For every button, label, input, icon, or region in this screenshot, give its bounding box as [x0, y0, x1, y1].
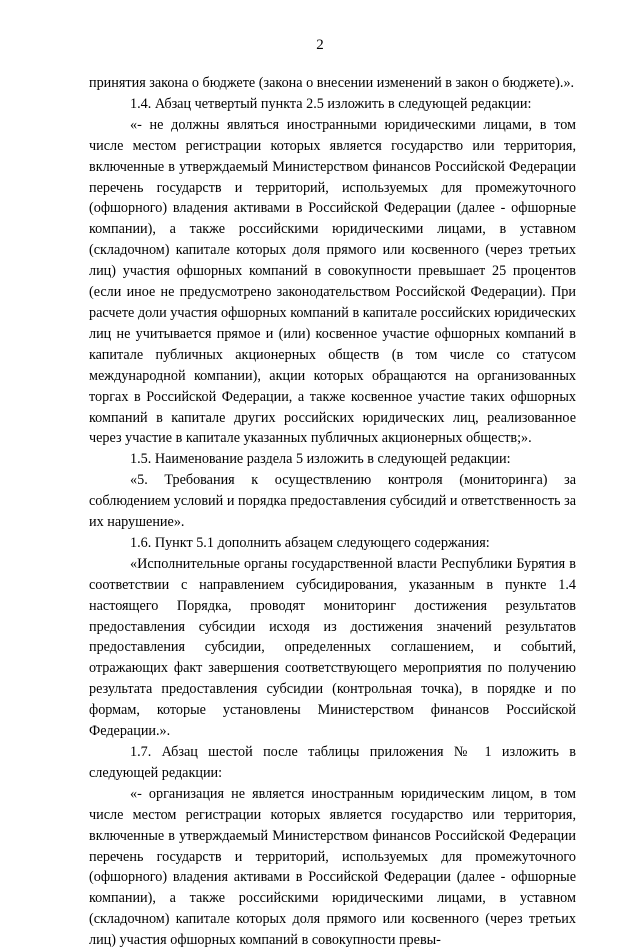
paragraph-quote-offshore: «- не должны являться иностранными юридическими лицами, в том числе местом регистрации которых является государство или территория, включенные в утверждаемый Министерством финансов Российской Федерации перечень государств и территорий, используемых для промежуточного (офшорного) владения активами в Российской Федерации (далее - офшорные компании), а также российскими юридическими лицами, в уставном (складочном) капитале которых доля прямого или косвенного (через третьих лиц) участия офшорных компаний в совокупности превышает 25 процентов (если иное не предусмотрено законодательством Российской Федерации). При расчете доли участия офшорных компаний в капитале российских юридических лиц не учитывается прямое и (или) косвенное участие офшорных компаний в капитале публичных акционерных обществ (в том числе со статусом международной компании), акции которых обращаются на организованных торгах в Российской Федерации, а также косвенное участие таких офшорных компаний в капитале других российских юридических лиц, реализованное через участие в капитале указанных публичных акционерных обществ;». [89, 116, 576, 447]
page-number: 2 [316, 37, 324, 53]
paragraph-item-1-7: 1.7. Абзац шестой после таблицы приложения № 1 изложить в следующей редакции: [89, 744, 576, 781]
paragraph-item-1-6: 1.6. Пункт 5.1 дополнить абзацем следующего содержания: [130, 534, 490, 551]
paragraph-quote-section-5: «5. Требования к осуществлению контроля (мониторинга) за соблюдением условий и порядка предоставления субсидий и ответственность за их нарушение». [89, 472, 576, 531]
document-body [89, 73, 576, 951]
paragraph-quote-organization: «- организация не является иностранным юридическим лицом, в том числе местом регистрации которых является государство или территория, включенные в утверждаемый Министерством финансов Российской Федерации перечень государств и территорий, используемых для промежуточного (офшорного) владения активами в Российской Федерации (далее - офшорные компании), а также российскими юридическими лицами, в уставном (складочном) капитале которых доля прямого или косвенного (через третьих лиц) участия офшорных компаний в совокупности превы- [89, 785, 576, 949]
paragraph-continuation: принятия закона о бюджете (закона о внесении изменений в закон о бюджете).». [89, 75, 575, 91]
paragraph-quote-monitoring: «Исполнительные органы государственной власти Республики Бурятия в соответствии с направлением субсидирования, указанным в пункте 1.4 настоящего Порядка, проводят мониторинг достижения результатов предоставления субсидии исходя из достижения значений результатов предоставления субсидии, определенных соглашением, и событий, отражающих факт завершения соответствующего мероприятия по получению результата предоставления субсидии (контрольная точка), в порядке и по формам, которые установлены Министерством финансов Российской Федерации.». [89, 555, 576, 740]
paragraph-item-1-4: 1.4. Абзац четвертый пункта 2.5 изложить в следующей редакции: [130, 95, 532, 112]
paragraph-item-1-5: 1.5. Наименование раздела 5 изложить в следующей редакции: [130, 451, 511, 468]
